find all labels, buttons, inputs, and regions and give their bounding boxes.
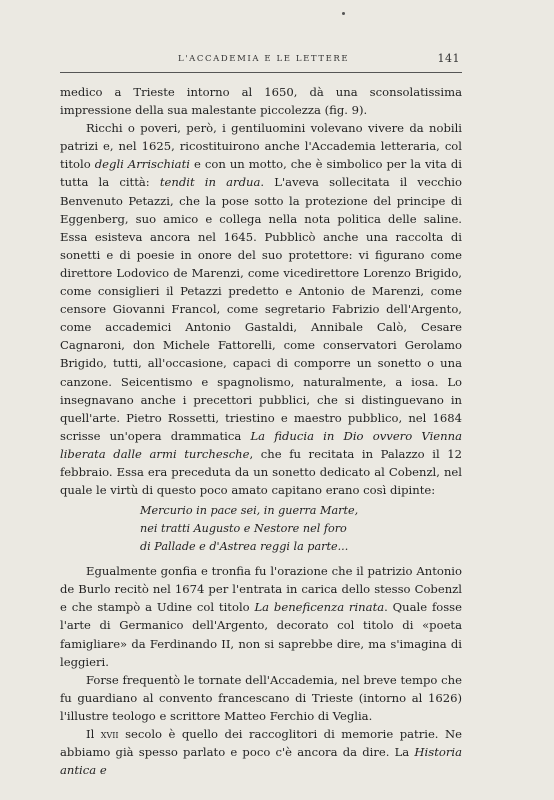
header-rule: [60, 72, 462, 73]
text-run: Il: [86, 727, 101, 741]
italic-motto: tendit in ardua: [159, 175, 261, 190]
paragraph-xvii-secolo: [60, 725, 462, 779]
italic-title: La beneficenza rinata: [254, 600, 385, 615]
ink-speck: [342, 12, 345, 15]
text-run: , che fu recitata in Palazzo il 12 febbraio. Essa era preceduta da un sonetto dedicato al Cobenzl, nel quale le virtù di questo poco amato capitano erano così dipinte:: [60, 446, 462, 498]
text-run: . Quale fosse l'arte di Germanico dell'Argento, decorato col titolo di «poeta famigliare» da Ferdinando II, non si saprebbe dire, ma s'imagina di leggieri.: [60, 600, 462, 669]
running-title: L'ACCADEMIA E LE LETTERE: [178, 54, 350, 64]
text-run: e con un motto, che è simbolico per la vita di tutta la città:: [60, 157, 462, 190]
body-text: [60, 83, 462, 779]
italic-title: Historia antica e: [60, 745, 462, 778]
text-run: Egualmente gonfia e tronfia fu l'orazione che il patrizio Antonio de Burlo recitò nel 1674 per l'entrata in carica dello stesso Cobenzl e che stampò a Udine col titolo: [60, 564, 462, 615]
paragraph-accademia: [60, 119, 462, 499]
text-run: Ricchi o poveri, però, i gentiluomini volevano vivere da nobili patrizi e, nel 1625, ricostituirono anche l'Accademia letteraria, col titolo: [60, 121, 462, 172]
century-numeral: xvii: [100, 727, 119, 741]
running-header: [60, 54, 460, 68]
verse-line: di Pallade e d'Astrea reggi la parte...: [140, 540, 349, 554]
page-number: 141: [437, 52, 460, 65]
verse-line: Mercurio in pace sei, in guerra Marte,: [140, 504, 359, 518]
text-run: . L'aveva sollecitata il vecchio Benvenuto Petazzi, che la pose sotto la protezione del principe di Eggenberg, suo amico e collega nella nota politica delle saline. Essa esisteva ancora nel 1645. Pubblicò anche una raccolta di sonetti e di poesie in onore del suo protettore: vi figurano come direttore Lodovico de Marenzi, come vicedirettore Lorenzo Brigido, come consiglieri il Petazzi predetto e Antonio de Marenzi, come censore Giovanni Francol, come segretario Fabrizio dell'Argento, come accademici Antonio Gastaldi, Annibale Calò, Cesare Cagnaroni, don Michele Fattorelli, come conservatori Gerolamo Brigido, tutti, all'occasione, capaci di comporre un sonetto o una canzone. Seicentismo e spagnolismo, naturalmente, a iosa. Lo insegnavano anche i precettori pubblici, che si distinguevano in quell'arte. Pietro Rossetti, triestino e maestro pubblico, nel 1684 scrisse un'opera drammatica: [60, 175, 462, 443]
verse-quote: [60, 502, 462, 556]
paragraph-ferchio: Forse frequentò le tornate dell'Accademia, nel breve tempo che fu guardiano al convento francescano di Trieste (intorno al 1626) l'illustre teologo e scrittore Matteo Ferchio di Veglia.: [60, 672, 462, 723]
paragraph-orazione: [60, 562, 462, 671]
paragraph-continuation: medico a Trieste intorno al 1650, dà una sconsolatissima impressione della sua malestante piccolezza (fig. 9).: [60, 85, 462, 118]
italic-title: La fiducia in Dio ovvero Vienna liberata dalle armi turchesche: [60, 428, 462, 461]
verse-line: nei tratti Augusto e Nestore nel foro: [140, 522, 347, 536]
text-run: secolo è quello dei raccoglitori di memorie patrie. Ne abbiamo già spesso parlato e poco c'è ancora da dire. La: [60, 727, 462, 760]
italic-run: degli Arrischiati: [94, 157, 190, 172]
